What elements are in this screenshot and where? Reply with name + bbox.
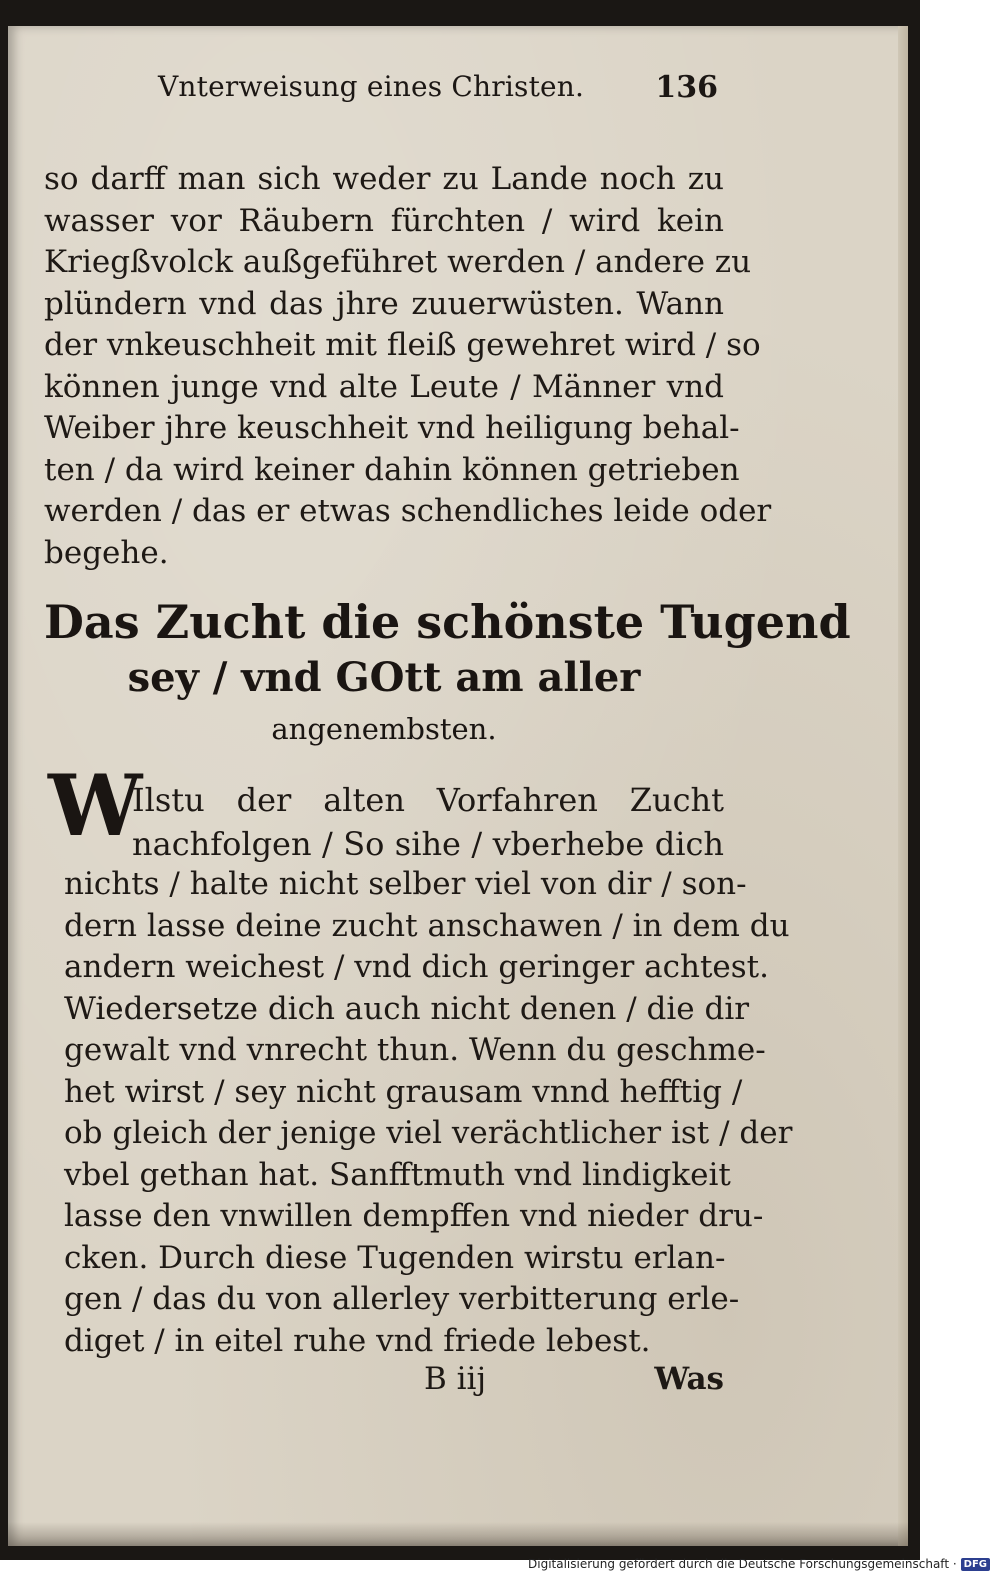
text-line: Weiber jhre keuschheit vnd heiligung behal- [44, 410, 740, 446]
text-line: gen / das du von allerley verbitterung erle- [64, 1281, 740, 1317]
text-line: ob gleich der jenige viel verächtlicher ist / der [64, 1115, 793, 1151]
text-line: nichts / halte nicht selber viel von dir / son- [64, 866, 747, 902]
digitization-credit [528, 1553, 990, 1575]
page-bottom-shadow [8, 1522, 908, 1546]
signature-mark: B iij [424, 1361, 487, 1397]
running-head-title: Vnterweisung eines Christen. [158, 70, 585, 103]
text-line: Ilstu der alten Vorfahren Zucht [132, 781, 724, 819]
text-line: diget / in eitel ruhe vnd friede lebest. [64, 1322, 651, 1359]
text-line: lasse den vnwillen dempffen vnd nieder dru- [64, 1198, 764, 1234]
drop-cap: W [48, 756, 143, 855]
text-line: begehe. [44, 534, 169, 571]
text-line: cken. Durch diese Tugenden wirstu erlan- [64, 1239, 726, 1276]
catchline [64, 1357, 724, 1401]
text-line: andern weichest / vnd dich geringer achtest. [64, 949, 769, 985]
text-line: werden / das er etwas schendliches leide oder [44, 493, 772, 529]
dfg-logo: DFG [961, 1558, 990, 1571]
running-head [158, 70, 718, 110]
section-heading [44, 592, 851, 754]
heading-line-1: Das Zucht die schönste Tugend [44, 595, 851, 649]
heading-line-3: angenembsten. [271, 712, 497, 746]
text-line: gewalt vnd vnrecht thun. Wenn du geschme- [64, 1032, 766, 1068]
text-line: plündern vnd das jhre zuuerwüsten. Wann [44, 285, 724, 322]
book-page [8, 26, 908, 1546]
paragraph-1 [44, 159, 772, 574]
text-line: nachfolgen / So sihe / vberhebe dich [132, 825, 724, 863]
text-line: der vnkeuschheit mit fleiß gewehret wird / so [44, 327, 761, 363]
text-line: wasser vor Räubern fürchten / wird kein [44, 202, 724, 239]
page-number: 136 [655, 70, 718, 105]
catchword: Was [654, 1361, 724, 1397]
page-edge [898, 26, 908, 1546]
text-line: Wiedersetze dich auch nicht denen / die dir [64, 990, 750, 1027]
text-line: können junge vnd alte Leute / Männer vnd [44, 368, 724, 405]
paragraph-2-indented-lines [132, 778, 724, 866]
credit-text: Digitalisierung gefördert durch die Deutsche Forschungsgemeinschaft · [528, 1557, 957, 1571]
text-line: ten / da wird keiner dahin können getrieben [44, 451, 740, 488]
text-line: vbel gethan hat. Sanfftmuth vnd lindigkeit [64, 1156, 731, 1193]
heading-line-2: sey / vnd GOtt am aller [127, 654, 641, 701]
text-line: so darff man sich weder zu Lande noch zu [44, 161, 724, 197]
text-line: dern lasse deine zucht anschawen / in dem du [64, 907, 790, 944]
text-line: Kriegßvolck außgeführet werden / andere zu [44, 244, 752, 280]
paragraph-2 [64, 864, 793, 1362]
text-line: het wirst / sey nicht grausam vnnd hefftig / [64, 1073, 743, 1110]
